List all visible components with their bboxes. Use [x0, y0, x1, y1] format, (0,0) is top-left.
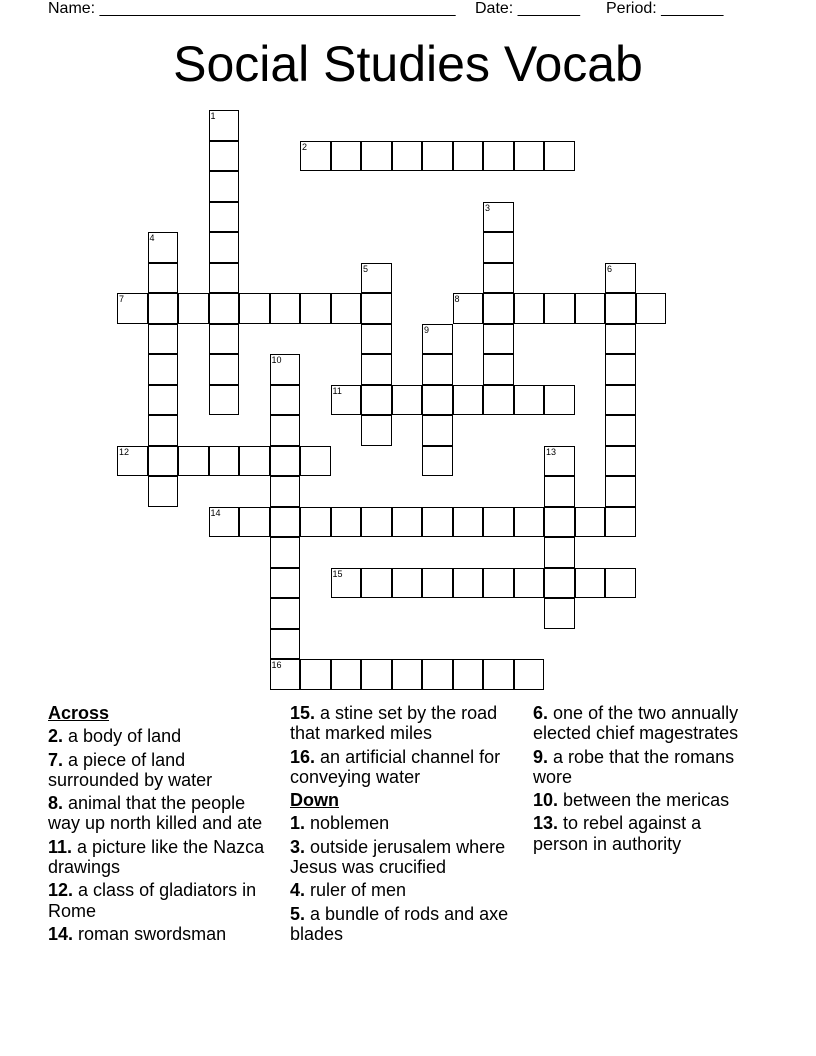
grid-cell[interactable] — [422, 507, 453, 538]
grid-cell[interactable] — [209, 324, 240, 355]
grid-cell[interactable] — [453, 385, 484, 416]
grid-cell[interactable] — [422, 354, 453, 385]
clue-number: 2. — [48, 726, 64, 747]
cell-number: 8 — [454, 294, 460, 304]
clue-number: 6. — [533, 703, 549, 723]
grid-cell[interactable] — [392, 659, 423, 690]
grid-cell[interactable] — [575, 293, 606, 324]
grid-cell[interactable] — [300, 507, 331, 538]
grid-cell[interactable] — [148, 293, 179, 324]
grid-cell[interactable] — [483, 568, 514, 599]
grid-cell[interactable] — [209, 263, 240, 294]
grid-cell[interactable] — [514, 507, 545, 538]
period-field-label[interactable]: Period: _______ — [606, 0, 724, 17]
grid-cell[interactable] — [514, 141, 545, 172]
grid-cell[interactable] — [361, 324, 392, 355]
grid-cell[interactable] — [422, 141, 453, 172]
grid-cell[interactable] — [422, 324, 453, 355]
cell-number: 12 — [119, 446, 130, 457]
grid-cell[interactable] — [209, 141, 240, 172]
clue-number: 13. — [533, 813, 559, 834]
grid-cell[interactable] — [331, 141, 362, 172]
grid-cell[interactable] — [361, 141, 392, 172]
page-title: Social Studies Vocab — [173, 36, 643, 92]
grid-cell[interactable] — [544, 598, 575, 629]
cell-number: 9 — [424, 324, 430, 335]
grid-cell[interactable] — [270, 446, 301, 477]
clue-number: 3. — [290, 836, 306, 857]
clue-item — [290, 813, 515, 833]
clue-text: one of the two annually elected chief magestrates — [533, 703, 739, 744]
clue-item — [533, 790, 758, 810]
clue-item — [533, 703, 758, 744]
clue-text: a class of gladiators in Rome — [48, 880, 257, 921]
grid-cell[interactable] — [209, 110, 240, 141]
grid-cell[interactable] — [239, 507, 270, 538]
grid-cell[interactable] — [148, 385, 179, 416]
grid-cell[interactable] — [544, 537, 575, 568]
grid-cell[interactable] — [514, 659, 545, 690]
grid-cell[interactable] — [361, 659, 392, 690]
grid-cell[interactable] — [605, 263, 636, 294]
grid-cell[interactable] — [148, 324, 179, 355]
clue-item — [48, 793, 278, 834]
grid-cell[interactable] — [361, 507, 392, 538]
cell-number: 7 — [119, 294, 125, 304]
grid-cell[interactable] — [209, 171, 240, 202]
cell-number: 6 — [607, 263, 613, 274]
grid-cell[interactable] — [636, 293, 667, 324]
grid-cell[interactable] — [544, 293, 575, 324]
clue-item — [48, 880, 278, 921]
grid-cell[interactable] — [422, 568, 453, 599]
clue-text: a bundle of rods and axe blades — [290, 903, 509, 944]
grid-cell[interactable] — [300, 659, 331, 690]
grid-cell[interactable] — [422, 659, 453, 690]
grid-cell[interactable] — [453, 568, 484, 599]
grid-cell[interactable] — [483, 324, 514, 355]
cell-number: 2 — [302, 141, 308, 152]
grid-cell[interactable] — [209, 354, 240, 385]
clue-text: roman swordsman — [78, 923, 227, 944]
grid-cell[interactable] — [544, 446, 575, 477]
clue-item — [533, 747, 758, 788]
grid-cell[interactable] — [605, 568, 636, 599]
grid-cell[interactable] — [422, 446, 453, 477]
clue-text: animal that the people way up north killed and ate — [48, 793, 263, 834]
grid-cell[interactable] — [331, 659, 362, 690]
grid-cell[interactable] — [483, 354, 514, 385]
grid-cell[interactable] — [605, 446, 636, 477]
grid-cell[interactable] — [605, 385, 636, 416]
grid-cell[interactable] — [544, 385, 575, 416]
cell-number: 14 — [210, 507, 221, 518]
grid-cell[interactable] — [117, 293, 148, 324]
clue-number: 9. — [533, 746, 549, 767]
date-field-label[interactable]: Date: _______ — [475, 0, 580, 17]
clue-item — [48, 837, 278, 878]
grid-cell[interactable] — [300, 446, 331, 477]
grid-cell[interactable] — [544, 568, 575, 599]
clue-text: a stine set by the road that marked miles — [290, 703, 498, 744]
cell-number: 13 — [546, 446, 557, 457]
clue-text: a body of land — [68, 726, 182, 747]
grid-cell[interactable] — [148, 446, 179, 477]
grid-cell[interactable] — [331, 507, 362, 538]
clues-column-1 — [48, 703, 278, 947]
grid-cell[interactable] — [575, 568, 606, 599]
clue-item — [290, 703, 515, 744]
clue-number: 7. — [48, 749, 64, 770]
grid-cell[interactable] — [514, 568, 545, 599]
grid-cell[interactable] — [361, 263, 392, 294]
grid-cell[interactable] — [270, 629, 301, 660]
name-field-label[interactable]: Name: ________________________________________ — [48, 0, 456, 17]
grid-cell[interactable] — [148, 232, 179, 263]
grid-cell[interactable] — [331, 293, 362, 324]
clue-text: a robe that the romans wore — [533, 746, 735, 787]
clues-column-3 — [533, 703, 758, 857]
grid-cell[interactable] — [483, 232, 514, 263]
clue-text: outside jerusalem where Jesus was crucified — [290, 836, 506, 878]
grid-cell[interactable] — [270, 293, 301, 324]
grid-cell[interactable] — [148, 476, 179, 507]
clue-text: noblemen — [310, 813, 390, 834]
grid-cell[interactable] — [483, 141, 514, 172]
grid-cell[interactable] — [361, 354, 392, 385]
grid-cell[interactable] — [178, 446, 209, 477]
grid-cell[interactable] — [544, 507, 575, 538]
grid-cell[interactable] — [331, 385, 362, 416]
clue-text: a piece of land surrounded by water — [48, 749, 213, 790]
clue-number: 8. — [48, 793, 64, 814]
clue-item — [290, 880, 515, 900]
cell-number: 11 — [332, 385, 342, 396]
clue-number: 5. — [290, 903, 306, 924]
clue-text: ruler of men — [310, 880, 407, 901]
grid-cell[interactable] — [331, 568, 362, 599]
clue-text: a picture like the Nazca drawings — [48, 836, 265, 878]
cell-number: 5 — [363, 263, 369, 274]
grid-cell[interactable] — [483, 507, 514, 538]
grid-cell[interactable] — [361, 385, 392, 416]
clues-column-2 — [290, 703, 515, 947]
grid-cell[interactable] — [453, 659, 484, 690]
grid-cell[interactable] — [453, 507, 484, 538]
grid-cell[interactable] — [148, 415, 179, 446]
cell-number: 10 — [271, 355, 282, 365]
cell-number: 16 — [271, 660, 282, 670]
grid-cell[interactable] — [209, 293, 240, 324]
grid-cell[interactable] — [483, 293, 514, 324]
grid-cell[interactable] — [605, 476, 636, 507]
grid-cell[interactable] — [270, 476, 301, 507]
grid-cell[interactable] — [605, 507, 636, 538]
clue-number: 14. — [48, 923, 74, 944]
cell-number: 3 — [485, 202, 491, 213]
grid-cell[interactable] — [209, 385, 240, 416]
grid-cell[interactable] — [605, 354, 636, 385]
clue-text: between the mericas — [563, 790, 730, 811]
grid-cell[interactable] — [544, 476, 575, 507]
grid-cell[interactable] — [483, 263, 514, 294]
grid-cell[interactable] — [422, 385, 453, 416]
grid-cell[interactable] — [575, 507, 606, 538]
grid-cell[interactable] — [544, 141, 575, 172]
clue-item — [290, 904, 515, 945]
grid-cell[interactable] — [392, 385, 423, 416]
grid-cell[interactable] — [392, 568, 423, 599]
grid-cell[interactable] — [605, 293, 636, 324]
grid-cell[interactable] — [117, 446, 148, 477]
cell-number: 15 — [332, 568, 343, 579]
grid-cell[interactable] — [270, 354, 301, 385]
grid-cell[interactable] — [148, 263, 179, 294]
grid-cell[interactable] — [422, 415, 453, 446]
grid-cell[interactable] — [239, 293, 270, 324]
grid-cell[interactable] — [300, 293, 331, 324]
grid-cell[interactable] — [270, 415, 301, 446]
grid-cell[interactable] — [209, 202, 240, 233]
grid-cell[interactable] — [392, 507, 423, 538]
clue-text: to rebel against a person in authority — [533, 813, 702, 854]
grid-cell[interactable] — [148, 354, 179, 385]
clue-item — [290, 837, 515, 878]
grid-cell[interactable] — [270, 568, 301, 599]
clue-number: 10. — [533, 790, 559, 811]
grid-cell[interactable] — [239, 446, 270, 477]
grid-cell[interactable] — [605, 324, 636, 355]
grid-cell[interactable] — [300, 141, 331, 172]
grid-cell[interactable] — [483, 659, 514, 690]
clue-number: 15. — [290, 703, 316, 723]
grid-cell[interactable] — [453, 141, 484, 172]
grid-cell[interactable] — [483, 385, 514, 416]
grid-cell[interactable] — [270, 537, 301, 568]
clue-item — [533, 813, 758, 854]
across-heading: Across — [48, 703, 110, 723]
clue-number: 16. — [290, 746, 316, 767]
clue-number: 11. — [48, 836, 73, 857]
grid-cell[interactable] — [178, 293, 209, 324]
grid-cell[interactable] — [361, 568, 392, 599]
down-heading: Down — [290, 790, 339, 811]
grid-cell[interactable] — [514, 385, 545, 416]
clue-item — [48, 726, 278, 746]
grid-cell[interactable] — [514, 293, 545, 324]
grid-cell[interactable] — [453, 293, 484, 324]
grid-cell[interactable] — [209, 232, 240, 263]
grid-cell[interactable] — [209, 446, 240, 477]
grid-cell[interactable] — [209, 507, 240, 538]
grid-cell[interactable] — [605, 415, 636, 446]
grid-cell[interactable] — [361, 293, 392, 324]
clue-number: 12. — [48, 880, 74, 901]
clue-text: an artificial channel for conveying water — [290, 746, 501, 787]
grid-cell[interactable] — [270, 598, 301, 629]
clue-item — [48, 750, 278, 791]
grid-cell[interactable] — [270, 659, 301, 690]
cell-number: 1 — [210, 111, 216, 121]
cell-number: 4 — [149, 233, 155, 243]
clue-item — [48, 924, 278, 944]
clue-number: 4. — [290, 880, 306, 901]
grid-cell[interactable] — [392, 141, 423, 172]
grid-cell[interactable] — [270, 507, 301, 538]
grid-cell[interactable] — [483, 202, 514, 233]
grid-cell[interactable] — [270, 385, 301, 416]
clue-item — [290, 747, 515, 788]
grid-cell[interactable] — [361, 415, 392, 446]
clue-number: 1. — [290, 813, 306, 834]
